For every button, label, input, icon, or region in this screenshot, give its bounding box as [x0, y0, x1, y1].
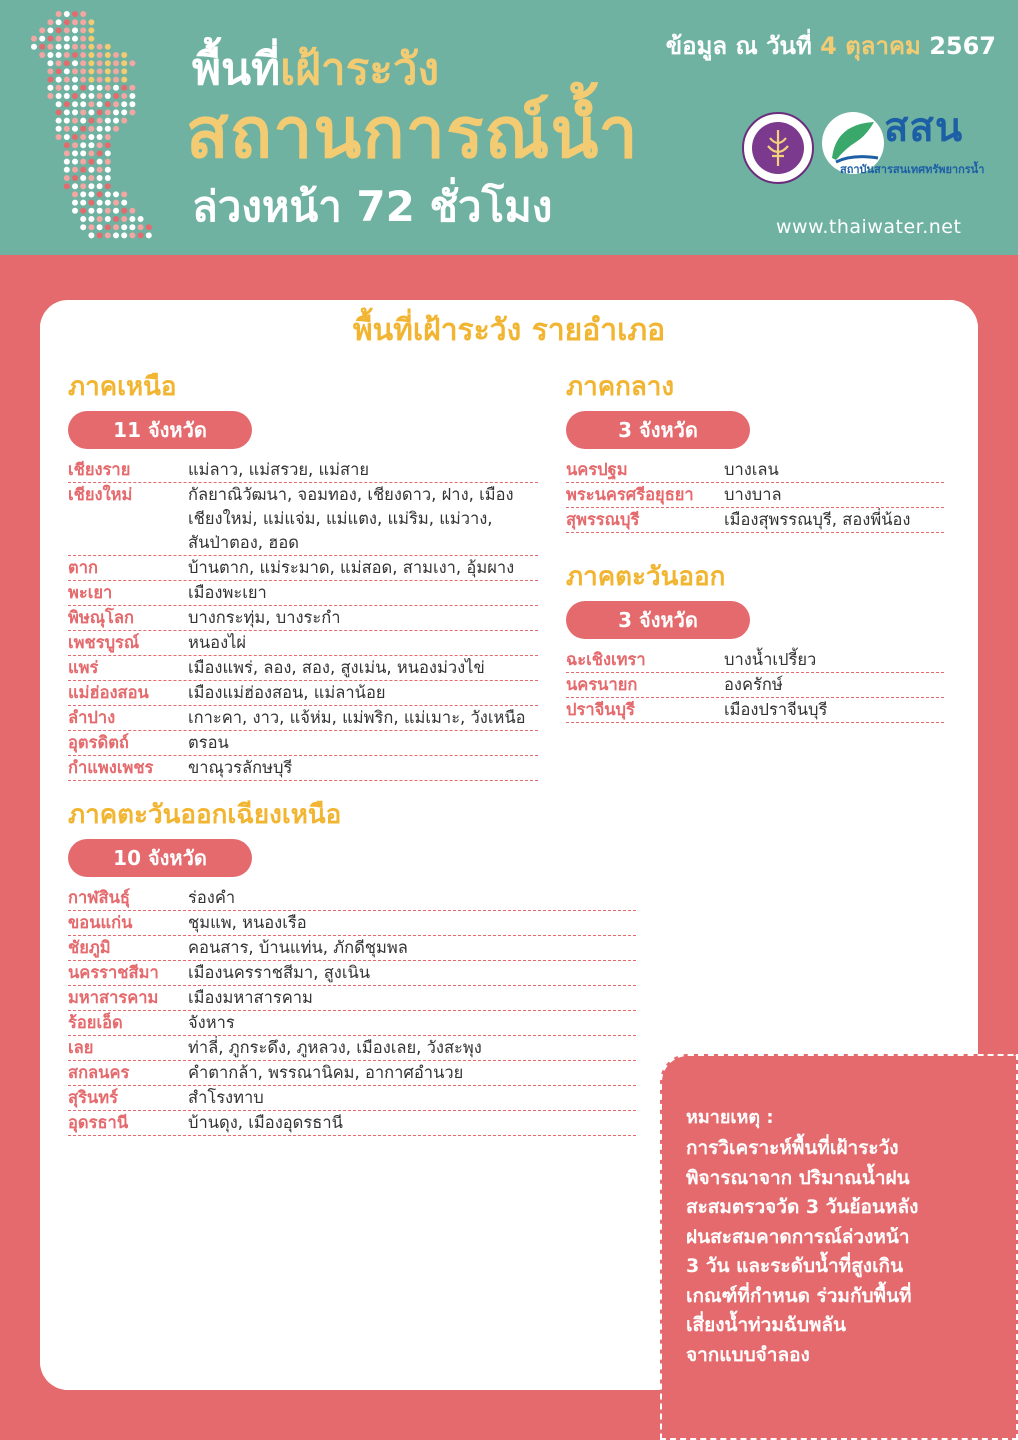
district-list: คำตากล้า, พรรณานิคม, อากาศอำนวย [188, 1063, 464, 1082]
province-row [566, 458, 944, 483]
region-east-count-badge: 3 จังหวัด [566, 601, 750, 639]
district-list: ขาณุวรลักษบุรี [188, 758, 293, 777]
district-list: สำโรงทาบ [188, 1088, 264, 1107]
province-name: ขอนแก่น [68, 913, 133, 932]
district-list: ท่าลี่, ภูกระดึง, ภูหลวง, เมืองเลย, วังสะพุง [188, 1038, 482, 1057]
district-list: จังหาร [188, 1013, 235, 1032]
district-list: เมืองนครราชสีมา, สูงเนิน [188, 963, 371, 982]
title-line-1: พื้นที่เฝ้าระวัง [192, 44, 440, 95]
hii-logo [822, 105, 992, 188]
province-row [68, 483, 538, 556]
province-name: พะเยา [68, 583, 113, 602]
province-row [68, 1086, 636, 1111]
district-list: ตรอน [188, 733, 229, 752]
note-line: สะสมตรวจวัด 3 วันย้อนหลัง [686, 1196, 919, 1218]
district-list: เมืองแม่ฮ่องสอน, แม่ลาน้อย [188, 683, 386, 702]
title-line-2: สถานการณ์น้ำ [186, 92, 639, 174]
district-list: เมืองสุพรรณบุรี, สองพี่น้อง [724, 510, 911, 529]
province-row [68, 961, 636, 986]
hii-logo-text: สสน [884, 105, 964, 151]
note-line: ฝนสะสมคาดการณ์ล่วงหน้า [686, 1225, 910, 1248]
province-name: แพร่ [68, 658, 99, 677]
district-list: บางกระทุ่ม, บางระกำ [188, 608, 341, 627]
province-name: พระนครศรีอยุธยา [566, 485, 694, 504]
note-line: เสี่ยงน้ำท่วมฉับพลัน [686, 1314, 847, 1336]
province-name: ชัยภูมิ [68, 938, 111, 957]
data-date: ข้อมูล ณ วันที่ 4 ตุลาคม 2567 [665, 32, 996, 60]
province-row [68, 581, 538, 606]
province-row [68, 911, 636, 936]
ministry-logo-icon [742, 112, 814, 184]
district-list: เมืองแพร่, ลอง, สอง, สูงเม่น, หนองม่วงไข่ [188, 658, 485, 677]
region-central-heading: ภาคกลาง [566, 372, 675, 402]
province-name: ลำปาง [68, 708, 116, 727]
note-line: 3 วัน และระดับน้ำที่สูงเกิน [686, 1255, 904, 1277]
district-list: คอนสาร, บ้านแท่น, ภักดีชุมพล [188, 938, 408, 957]
province-row [68, 681, 538, 706]
thailand-dot-map-icon [28, 8, 178, 248]
province-row [566, 508, 944, 533]
district-list: เมืองมหาสารคาม [188, 988, 313, 1007]
district-list: บางบาล [724, 485, 782, 504]
province-name: นครปฐม [566, 460, 628, 479]
province-name: ร้อยเอ็ด [68, 1013, 123, 1032]
province-name: นครนายก [566, 675, 638, 694]
province-name: แม่ฮ่องสอน [68, 683, 149, 702]
note-line: พิจารณาจาก ปริมาณน้ำฝน [686, 1166, 910, 1189]
province-name: พิษณุโลก [68, 608, 135, 627]
district-list: เมืองพะเยา [188, 583, 267, 602]
province-name: เชียงราย [68, 460, 131, 479]
district-list: บ้านตาก, แม่ระมาด, แม่สอด, สามเงา, อุ้มผาง [188, 558, 515, 577]
province-row [68, 606, 538, 631]
note-line: จากแบบจำลอง [686, 1343, 810, 1366]
district-list: องครักษ์ [724, 675, 783, 694]
province-row [68, 556, 538, 581]
region-north-count-badge: 11 จังหวัด [68, 411, 252, 449]
website-url[interactable]: www.thaiwater.net [776, 216, 962, 238]
province-name: อุตรดิตถ์ [68, 733, 129, 752]
province-row [68, 731, 538, 756]
note-body [686, 1134, 986, 1370]
region-central-list [566, 458, 944, 533]
province-row [566, 648, 944, 673]
note-line: การวิเคราะห์พื้นที่เฝ้าระวัง [686, 1137, 899, 1159]
province-name: สุพรรณบุรี [566, 510, 640, 529]
province-row [68, 886, 636, 911]
province-row [68, 986, 636, 1011]
hii-logo-subtitle: สถาบันสารสนเทศทรัพยากรน้ำ [840, 163, 985, 176]
province-row [68, 756, 538, 781]
province-row [68, 1111, 636, 1136]
province-row [566, 483, 944, 508]
district-list: บางเลน [724, 460, 779, 479]
card-title: พื้นที่เฝ้าระวัง รายอำเภอ [352, 313, 666, 348]
province-row [566, 673, 944, 698]
district-list: บางน้ำเปรี้ยว [724, 650, 817, 669]
province-row [68, 458, 538, 483]
note-title: หมายเหตุ : [686, 1107, 774, 1128]
region-central-count-badge: 3 จังหวัด [566, 411, 750, 449]
province-name: ตาก [68, 558, 98, 577]
province-row [68, 631, 538, 656]
province-name: เลย [68, 1038, 94, 1057]
province-row [68, 706, 538, 731]
province-name: นครราชสีมา [68, 963, 159, 982]
province-name: สุรินทร์ [68, 1088, 118, 1107]
header-banner [0, 0, 1018, 255]
district-list: ชุมแพ, หนองเรือ [188, 913, 307, 932]
district-list: บ้านดุง, เมืองอุดรธานี [188, 1113, 343, 1132]
province-name: เพชรบูรณ์ [68, 633, 140, 652]
title-line-3: ล่วงหน้า 72 ชั่วโมง [192, 182, 553, 231]
province-name: กำแพงเพชร [68, 758, 154, 777]
province-name: เชียงใหม่ [68, 485, 133, 504]
province-row [68, 1061, 636, 1086]
region-northeast-list [68, 886, 636, 1136]
province-name: อุดรธานี [68, 1113, 129, 1132]
district-list: แม่ลาว, แม่สรวย, แม่สาย [188, 460, 370, 479]
district-list: เมืองปราจีนบุรี [724, 700, 828, 719]
province-name: มหาสารคาม [68, 988, 159, 1007]
province-name: กาฬสินธุ์ [68, 888, 130, 907]
region-east-heading: ภาคตะวันออก [566, 562, 726, 592]
province-name: สกลนคร [68, 1063, 130, 1082]
province-row [68, 936, 636, 961]
region-north-heading: ภาคเหนือ [68, 372, 177, 402]
province-row [68, 656, 538, 681]
note-line: เกณฑ์ที่กำหนด ร่วมกับพื้นที่ [686, 1284, 912, 1307]
province-row [68, 1036, 636, 1061]
province-row [566, 698, 944, 723]
province-name: ปราจีนบุรี [566, 700, 635, 719]
region-northeast-count-badge: 10 จังหวัด [68, 839, 252, 877]
province-name: ฉะเชิงเทรา [566, 650, 646, 669]
district-list: เกาะคา, งาว, แจ้ห่ม, แม่พริก, แม่เมาะ, วังเหนือ [188, 708, 526, 727]
district-list: หนองไผ่ [188, 633, 247, 652]
district-list: กัลยาณิวัฒนา, จอมทอง, เชียงดาว, ฝาง, เมืองเชียงใหม่, แม่แจ่ม, แม่แตง, แม่ริม, แม่วาง, สันป่าตอง, ฮอด [188, 485, 514, 552]
district-list: ร่องคำ [188, 888, 236, 907]
region-northeast-heading: ภาคตะวันออกเฉียงเหนือ [68, 800, 342, 830]
province-row [68, 1011, 636, 1036]
region-north-list [68, 458, 538, 781]
region-east-list [566, 648, 944, 723]
